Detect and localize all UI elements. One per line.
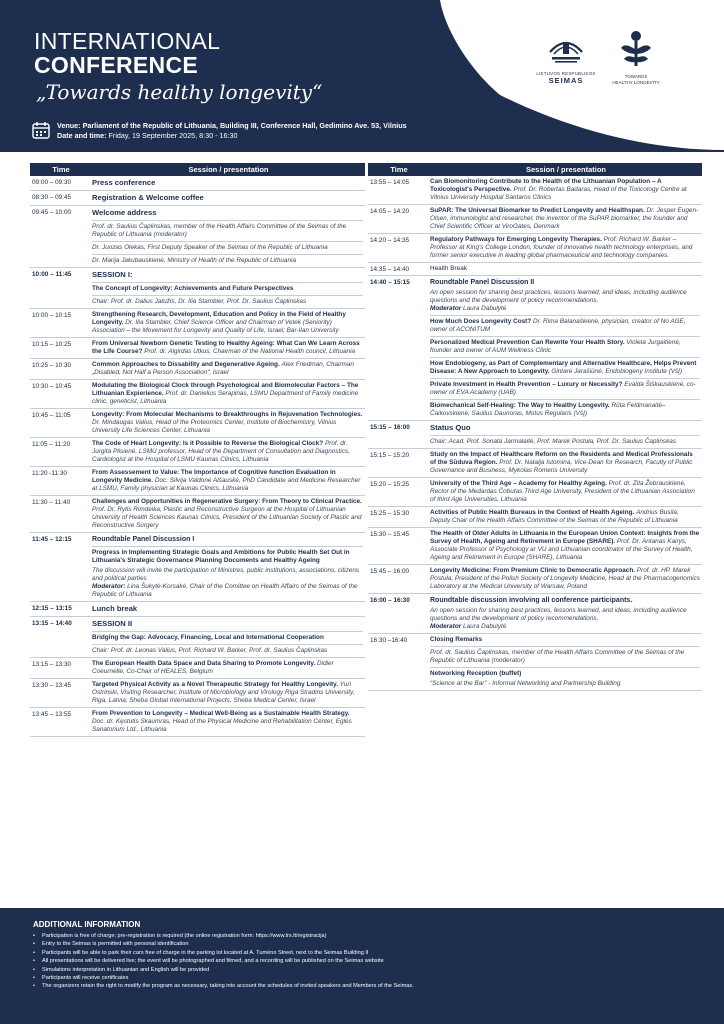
time-slot: 10:45 – 11:05: [32, 412, 71, 419]
conference-title-line2: CONFERENCE: [34, 52, 199, 78]
time-slot: 09:45 – 10:00: [32, 209, 72, 216]
program-rows-left: [30, 176, 365, 737]
speaker-info: Rūta Feldmanaitė–Čaikovskienė, Saulius Daunoras, Motus Regularis (VšĮ): [430, 402, 666, 417]
schedule-row: [30, 708, 365, 737]
session-title: Roundtable Panel Discussion II: [430, 279, 535, 286]
time-slot: 11:45 – 12:15: [32, 536, 72, 543]
session-title: Welcome address: [92, 208, 157, 217]
header-banner: [0, 0, 724, 152]
conference-slogan: „Towards healthy longevity“: [36, 80, 323, 104]
session-title: From Universal Newborn Genetic Testing to Healthy Ageing: What Can We Learn Across the Life Course?: [92, 340, 360, 355]
schedule-row: [368, 449, 702, 478]
table-header: [30, 163, 365, 176]
schedule-row: [30, 617, 365, 658]
session-cell: [92, 496, 365, 532]
session-subtitle: The Concept of Longevity: Achievements and Future Perspectives: [92, 282, 363, 293]
session-entry: [92, 681, 363, 705]
schedule-row: [368, 565, 702, 594]
session-title: SESSION I:: [92, 270, 133, 279]
speaker-info: Gintarė Jarašiūnė, Endobiogeny Institute (VšĮ): [551, 368, 683, 375]
session-entry: [92, 208, 363, 218]
venue-label: Venue:: [57, 121, 81, 130]
schedule-row: [368, 478, 702, 507]
time-slot: 14:20 – 14:35: [370, 237, 410, 244]
info-item: • Participants will receive certificates: [33, 974, 693, 982]
session-entry: [430, 236, 700, 260]
time-slot: 14:35 – 14:40: [370, 266, 410, 273]
moderator-label: Moderator: [430, 305, 462, 312]
session-cell: [430, 234, 702, 262]
speaker-info: Prof. dr. Algirdas Utkus, Chairman of the National Health council, Lithuania: [144, 348, 356, 355]
session-entry: [92, 619, 363, 629]
speaker-info: Dr. Mindaugas Valius, Head of the Proteomics Center, Institute of Biochemistry, Vilnius University Life Sciences Center, Lithuania: [92, 419, 337, 434]
session-cell: [92, 268, 365, 308]
session-title: Status Quo: [430, 423, 471, 432]
venue-info: [57, 121, 407, 141]
time-slot: 15:15 – 15:20: [370, 452, 410, 459]
time-slot: 13:30 – 13:45: [32, 682, 72, 689]
program-column-right: [368, 163, 702, 691]
speaker-info: Didier Coeurnelle, Co-Chair of HEALES, Belgium: [92, 660, 334, 675]
time-slot: 10:00 – 10:15: [32, 312, 72, 319]
tree-logo-line2: HEALTHY LONGEVITY: [612, 80, 660, 85]
speaker-info: Dr. Marija Jakubauskienė, Ministry of Health of the Republic of Lithuania: [92, 254, 363, 265]
speaker-info: Doc. dr. Kęstutis Skaumras, Head of the Physical Medicine and Rehabilitation Center, Eglės Sanatorium Ltd., Lithuania: [92, 718, 352, 733]
session-title: Longevity: From Molecular Mechanisms to Breakthroughs in Rejuvenation Technologies.: [92, 411, 363, 418]
time-slot: 09:00 – 09:30: [32, 179, 72, 186]
session-column-header: Session / presentation: [188, 165, 269, 174]
moderator-label: Moderator:: [92, 583, 126, 590]
session-cell: [430, 507, 702, 527]
speaker-info: Prof. dr. HP. Marek Postuła, President of the Polish Society of Longevity Medicine, Head at the Pharmacogenomics Laboratory at the Medical University of Warsaw, Poland: [430, 567, 700, 590]
moderator-label: Moderator: [430, 623, 462, 630]
date-label: Date and time:: [57, 131, 107, 140]
speaker-info: Prof. dr. Jurgita Plisienė, LSMU professor, Head of the Department of Consultation and Diagnostics, Cardiologist at the Hospital of LSMU Kaunas Clinics, Lithuania: [92, 440, 350, 463]
schedule-row: [30, 533, 365, 602]
time-slot: 11:20 -11:30: [32, 470, 67, 477]
session-entry: [92, 469, 363, 493]
session-text: Health Break: [430, 265, 467, 272]
time-slot: 10:15 – 10:25: [32, 341, 72, 348]
info-item: • Participants will be able to park their cars free of charge in the parking lot located at A. Tumėno Street, next to the Seimas Building II: [33, 949, 693, 957]
session-cell: [92, 409, 365, 437]
time-column-header: Time: [390, 165, 408, 174]
tree-logo-line1: TOWARDS: [624, 74, 648, 79]
schedule-row: [30, 409, 365, 438]
session-entry: [92, 411, 363, 435]
session-note: An open session for sharing best practices, lessons learned, and ideas, including audience questions and the development of policy recommendations.: [430, 607, 687, 622]
moderator-name: Lina Šukytė-Korsakė, Chair of the Comittee on Health Affairs of the Seimas of the Republic of Lithuania: [92, 583, 358, 598]
session-entry: [430, 278, 700, 287]
session-title: Regulatory Pathways for Emerging Longevity Therapies.: [430, 236, 602, 243]
session-cell: [430, 263, 702, 275]
info-item: • Participation is free of charge; pre-registration is required (the online registration form: https://www.lrs.lt/registracija): [33, 932, 693, 940]
session-entry: [430, 451, 700, 475]
session-entry: [92, 604, 363, 614]
tree-figure-icon: [617, 28, 655, 68]
session-title: Closing Remarks: [430, 636, 483, 643]
session-entry: [92, 178, 363, 188]
speaker-info: Dr. Rima Balanaškienė, physician, creator of No AGE, owner of ACONITUM: [430, 318, 686, 333]
panel-item: [430, 357, 700, 376]
time-slot: 16:30 –16:40: [370, 637, 408, 644]
session-cell: [430, 594, 702, 633]
session-cell: [430, 528, 702, 564]
panel-item: [430, 378, 700, 397]
panel-item-title: How Much Does Longevity Cost?: [430, 318, 532, 325]
session-entry: [430, 480, 700, 504]
time-slot: 11:30 – 11:40: [32, 499, 71, 506]
speaker-info: Prof. Dr. Natalja Istomina, Vice-Dean for Research, Faculty of Public Governance and Business, Mykolas Romeris University: [430, 459, 693, 474]
session-cell: [92, 309, 365, 337]
additional-info-heading: ADDITIONAL INFORMATION: [33, 920, 141, 929]
session-title: Registration & Welcome coffee: [92, 193, 204, 202]
panel-item-title: Private Investment in Health Prevention – Luxury or Necessity?: [430, 381, 623, 388]
session-cell: [430, 276, 702, 420]
session-cell: [92, 380, 365, 408]
program-rows-right: [368, 176, 702, 691]
session-title: SuPAR: The Universal Biomarker to Predict Longevity and Healthspan.: [430, 207, 645, 214]
session-entry: [430, 509, 700, 525]
time-slot: 15:25 – 15:30: [370, 510, 410, 517]
panel-item-title: Biomechanical Self-Healing: The Way to Healthy Longevity.: [430, 402, 610, 409]
time-slot: 13:15 – 14:40: [32, 620, 72, 627]
session-entry: [92, 535, 363, 544]
speaker-info: Evalda Šiškauskienė, co-owner of EVA Academy (UAB): [430, 381, 696, 396]
speaker-info: Prof. dr. Saulius Čaplinskas, member of the Health Affairs Committee of the Seimas of the Republic of Lithuania (moderator): [92, 220, 363, 239]
session-title: Targeted Physical Activity as a Novel Therapeutic Strategy for Healthy Longevity.: [92, 681, 338, 688]
moderator-line: [92, 583, 363, 599]
session-entry: [92, 382, 363, 406]
schedule-row: [368, 205, 702, 234]
session-cell: [92, 467, 365, 495]
speaker-info: Dr. Ilia Stambler, Chief Science Officer and Chairman of Vetek (Seniority) Association – the Movement for Longevity and Quality of Life, Israel; Bar-Ilan University: [92, 319, 339, 334]
session-entry: [430, 178, 700, 202]
speaker-info: Prof. Dr. Rytis Rimdeika, Plastic and Reconstructive Surgeon at the Hospital of Lithuanian University of Health Sciences Kaunas Clinics, President of the Lithuanian Society of Plastic and Reconstructive Surgery: [92, 506, 362, 529]
schedule-row: [30, 658, 365, 679]
session-cell: [92, 438, 365, 466]
schedule-row: [368, 594, 702, 634]
session-chair: Chair: Acad. Prof. Sonata Jarmalaitė, Prof. Marek Postuła, Prof. Dr. Saulius Čaplinskas: [430, 435, 700, 446]
session-title: From Assessement to Value: The Importance of Cognitive function Evaluation in Longevity Medicine.: [92, 469, 336, 484]
session-entry: [92, 361, 363, 377]
schedule-row: [368, 528, 702, 565]
session-entry: [430, 596, 700, 605]
session-subtitle: Progress in Implementing Strategic Goals and Ambitions for Public Health Set Out in Lithuania's Strategic Governance Planning Documents and Healthy Ageing: [92, 546, 363, 565]
table-header: [368, 163, 702, 176]
time-slot: 16:00 – 16:30: [370, 597, 410, 604]
schedule-row: [30, 380, 365, 409]
speaker-info: Andrius Busila, Deputy Chair of the Health Affairs Committee of the Seimas of the Republic of Lithuania: [430, 509, 679, 524]
speaker-info: Dr. Jesper Eugen-Olsen, immunologist and researcher, the inventor of the SuPAR biomarker, the founder and Chief Scientific Officer at ViroGates, Denmark: [430, 207, 699, 230]
session-title: From Prevention to Longevity – Medical Well-Being as a Sustainable Health Strategy.: [92, 710, 350, 717]
schedule-row: [368, 421, 702, 449]
session-chair: Chair: Prof. dr. Dalius Jatužis, Dr. Ilia Stambler, Prof. Dr. Saulius Čaplinskas: [92, 295, 363, 306]
seimas-logo-line1: LIETUVOS RESPUBLIKOS: [536, 71, 596, 76]
schedule-row: [30, 191, 365, 206]
session-cell: [92, 533, 365, 601]
time-slot: 13:55 – 14:05: [370, 179, 410, 186]
schedule-row: [30, 438, 365, 467]
speaker-info: Prof. dr. Zita Žebrauskienė, Rector of the Medardas Čobutas Third Age University, President of the Lithuanian Association of third Age Universities, Lithuania: [430, 480, 695, 503]
session-entry: [92, 660, 363, 676]
schedule-row: [368, 176, 702, 205]
session-title: The Health of Older Adults in Lithuania in the European Union Context: Insights from the Survey of Health, Ageing and Retirement in Europe (SHARE).: [430, 530, 700, 545]
session-entry: [92, 193, 363, 203]
session-title: Common Approaches to Dissability and Degenerative Ageing.: [92, 361, 280, 368]
moderator-line: [430, 305, 700, 313]
session-title: Roundtable Panel Discussion I: [92, 536, 195, 543]
session-title: Activities of Public Health Bureaus in the Context of Health Ageing.: [430, 509, 635, 516]
schedule-row: [368, 507, 702, 528]
session-title: SESSION II: [92, 619, 133, 628]
info-item: • The organizers retain the right to modify the program as necessary, taking into account the schedules of invited speakers and Members of the Seimas.: [33, 982, 693, 990]
session-cell: [92, 206, 365, 267]
session-entry: [92, 498, 363, 530]
session-cell: [430, 565, 702, 593]
additional-information: [0, 908, 724, 1024]
session-title: Study on the Impact of Healthcare Reform on the Residents and Medical Professionals of the Sūduva Region.: [430, 451, 693, 466]
session-title: The European Health Data Space and Data Sharing to Promote Longevity.: [92, 660, 316, 667]
session-cell: [92, 679, 365, 707]
moderator-name: Laura Dabulytė: [463, 305, 507, 312]
schedule-row: [30, 467, 365, 496]
time-slot: 12:15 – 13:15: [32, 605, 72, 612]
schedule-row: [368, 234, 702, 263]
time-slot: 11:05 – 11:20: [32, 441, 71, 448]
speaker-info: Prof. Dr. Robertas Badaras, Head of the Toxicology Centre at Vilnius University Hospital Santaros Clinics: [430, 186, 687, 201]
session-entry: [92, 710, 363, 734]
session-entry: [92, 440, 363, 464]
speaker-info: Violeta Jurgaitienė, founder and owner of AUM Wellness Clinic: [430, 339, 681, 354]
session-cell: [92, 176, 365, 190]
speaker-info: Prof. Dr. Antanas Kairys, Associate Professor of Psychology ar VU and Lithuanian coordinator of the Survey of Health, Ageing and Retirement in Europe (SHARE), Lithuania: [430, 538, 693, 561]
time-slot: 08:30 – 09:45: [32, 194, 72, 201]
session-entry: [430, 636, 700, 644]
speaker-info: Prof. dr. Saulius Čaplinskas, member of the Health Affairs Committee of the Seimas of the Republic of Lithuania (moderator): [430, 646, 700, 665]
seimas-logo: [530, 30, 602, 85]
speaker-info: Yuri Ostrinski, Visiting Researcher, Institute of Microbiology and Virology Riga Stradins University, Riga, Latvia; Sheba Global International Projects, Sheba Medical Center, Israel: [92, 681, 355, 704]
schedule-row: [368, 276, 702, 421]
info-item: • Entry to the Seimas is permitted with personal identification: [33, 940, 693, 948]
speaker-info: Prof. dr. Danielius Serapinas, LSMU Department of Family medicine clinic, geneticist, Lithuania: [92, 390, 359, 405]
speaker-info: Alex Friedman, Chairman „Disabled, Not Half a Person Association“, Israel: [92, 361, 354, 376]
session-entry: [92, 270, 363, 280]
time-column-header: Time: [52, 165, 70, 174]
panel-item: [430, 315, 700, 334]
moderator-name: Laura Dabulytė: [463, 623, 507, 630]
session-cell: [430, 449, 702, 477]
session-entry: [430, 423, 700, 433]
panel-item: [430, 336, 700, 355]
session-note: An open session for sharing best practices, lessons learned, and ideas, including audience questions and the development of policy recommendations.: [430, 289, 687, 304]
schedule-row: [368, 634, 702, 691]
session-cell: [92, 338, 365, 358]
schedule-row: [30, 496, 365, 533]
schedule-row: [30, 268, 365, 309]
session-title: Roundtable discussion involving all conference participants.: [430, 597, 633, 604]
session-entry: [430, 567, 700, 591]
session-cell: [430, 634, 702, 690]
session-chair: Chair: Prof. dr. Leonas Valius, Prof. Richard W. Barker, Prof. dr. Saulius Čaplinskas: [92, 644, 363, 655]
time-slot: 13:45 – 13:55: [32, 711, 72, 718]
session-title: Networking Reception (buffet): [430, 667, 700, 678]
session-title: The Code of Heart Longevity: Is it Possible to Reverse the Biological Clock?: [92, 440, 324, 447]
session-title: University of the Third Age – Academy for Healthy Ageing.: [430, 480, 607, 487]
time-slot: 15:30 – 15:45: [370, 531, 410, 538]
info-item: • All presentations will be delivered live; the event will be photographed and filmed, and a recording will be published on the Seimas website: [33, 957, 693, 965]
session-cell: [92, 359, 365, 379]
session-cell: [430, 478, 702, 506]
time-slot: 15:15 – 16:00: [370, 424, 410, 431]
speaker-info: Doc. Silvija Valdonė Alšauskė, PhD Candidate and Medicine Researcher at LSMU, Family physician at Kaunas Clinics, Lithuania: [92, 477, 361, 492]
session-note: “Science at the Bar” - Informal Networking and Partnership Building: [430, 680, 621, 687]
time-slot: 14:40 – 15:15: [370, 279, 410, 286]
session-title: Challenges and Opportunities in Regenerative Surgery: From Theory to Clinical Practice.: [92, 498, 362, 505]
session-subtitle: Bridging the Gap: Advocacy, Financing, Local and International Cooperation: [92, 631, 363, 642]
session-cell: [92, 191, 365, 205]
session-entry: [92, 340, 363, 356]
date-text: Friday, 19 September 2025, 8:30 - 16:30: [108, 131, 238, 140]
schedule-row: [30, 359, 365, 380]
moderator-line: [430, 623, 700, 631]
session-note: The discussion will invite the participation of Ministres, public institutions, associations, citizens and political parties: [92, 567, 360, 582]
session-cell: [92, 602, 365, 616]
session-cell: [430, 176, 702, 204]
schedule-row: [30, 176, 365, 191]
session-cell: [430, 421, 702, 448]
time-slot: 13:15 – 13:30: [32, 661, 72, 668]
time-slot: 10:30 – 10:45: [32, 383, 72, 390]
session-title: Lunch break: [92, 604, 138, 613]
time-slot: 10:25 – 10:30: [32, 362, 72, 369]
healthy-longevity-logo: [600, 28, 672, 85]
time-slot: 15:20 – 15:25: [370, 481, 410, 488]
session-cell: [430, 205, 702, 233]
session-title: Strengthening Research, Development, Education and Policy in the Field of Healthy Longevity.: [92, 311, 346, 326]
session-title: Can Biomonitoring Contribute to the Health of the Lithuanian Population – A Toxicologist's Perspective.: [430, 178, 662, 193]
session-title: Modulating the Biological Clock through Psychological and Biomolecular Factors – The Lithuanian Expierience.: [92, 382, 359, 397]
session-cell: [92, 658, 365, 678]
schedule-row: [30, 206, 365, 268]
schedule-row: [30, 602, 365, 617]
panel-item: [430, 399, 700, 418]
schedule-row: [30, 338, 365, 359]
session-title: Longevity Medicine: From Premium Clinic to Democratic Approach.: [430, 567, 636, 574]
session-entry: [92, 311, 363, 335]
schedule-row: [30, 309, 365, 338]
speaker-info: Prof. Richard W. Barker – Professor at King's College London, founder of innovative health technology enterprises, and former senior executive in leading global pharmaceutical and technology companies.: [430, 236, 693, 259]
session-entry: [430, 530, 700, 562]
program-column-left: [30, 163, 365, 737]
session-entry: [430, 207, 700, 231]
time-slot: 10:00 – 11:45: [32, 271, 72, 278]
time-slot: 14:05 – 14:20: [370, 208, 410, 215]
schedule-row: [368, 263, 702, 276]
speaker-info: Dr. Juozas Olekas, First Deputy Speaker of the Seimas of the Republic of Lithuania: [92, 241, 363, 252]
additional-info-list: [33, 932, 693, 991]
seimas-logo-line2: SEIMAS: [548, 76, 584, 85]
session-column-header: Session / presentation: [525, 165, 607, 174]
conference-title-line1: INTERNATIONAL: [34, 28, 221, 54]
schedule-row: [30, 679, 365, 708]
session-cell: [92, 617, 365, 657]
panel-item-title: How Endobiogeny, as Part of Complementary and Alternative Healthcare, Helps Prevent Disease: A New Approach to Longevity.: [430, 360, 697, 375]
seimas-emblem-icon: [546, 30, 586, 64]
calendar-icon: [32, 121, 50, 139]
info-item: • Simulations interpretation in Lithuanian and English will be provided: [33, 966, 693, 974]
time-slot: 15:45 – 16:00: [370, 568, 410, 575]
session-title: Press conference: [92, 178, 156, 187]
session-cell: [92, 708, 365, 736]
panel-item-title: Personalized Medical Prevention Can Rewrite Your Health Story.: [430, 339, 625, 346]
venue-text: Parliament of the Republic of Lithuania, Building III, Conference Hall, Gedimino Ave. 53, Vilnius: [82, 121, 407, 130]
